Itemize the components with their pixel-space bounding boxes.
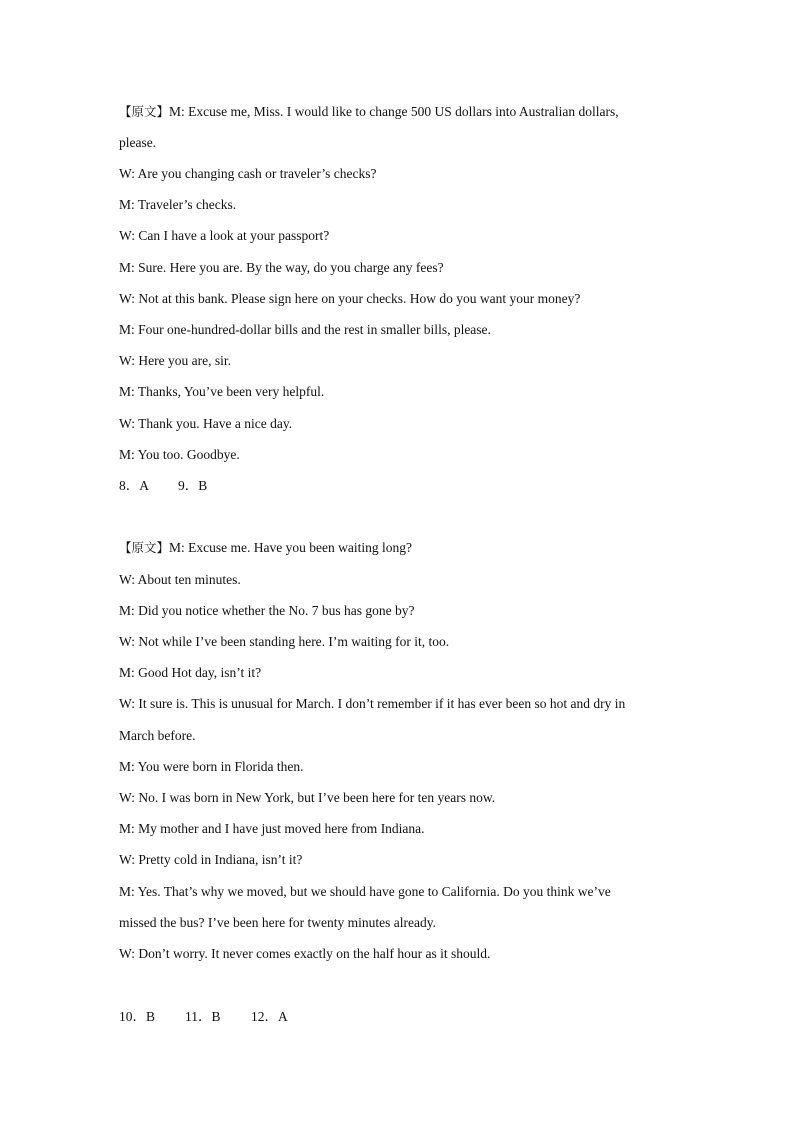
transcript-line: M: Did you notice whether the No. 7 bus has gone by? — [119, 603, 415, 618]
transcript-line: M: Thanks, You’ve been very helpful. — [119, 384, 325, 399]
transcript-line: W: Thank you. Have a nice day. — [119, 416, 293, 431]
transcript-tag: 【原文】 — [119, 104, 170, 119]
transcript-line: please. — [119, 135, 157, 150]
transcript-line — [119, 104, 619, 120]
transcript-line: W: No. I was born in New York, but I’ve been here for ten years now. — [119, 790, 496, 805]
answer-8: 8．A — [119, 478, 149, 493]
answer-9: 9．B — [178, 478, 208, 493]
answer-10: 10．B — [119, 1009, 156, 1024]
transcript-line: W: Here you are, sir. — [119, 353, 231, 368]
transcript-first-line: M: Excuse me, Miss. I would like to change 500 US dollars into Australian dollars, — [169, 104, 619, 119]
transcript-line: W: Not at this bank. Please sign here on your checks. How do you want your money? — [119, 291, 581, 306]
transcript-line: M: Sure. Here you are. By the way, do you charge any fees? — [119, 260, 444, 275]
transcript-first-line: M: Excuse me. Have you been waiting long? — [169, 540, 412, 555]
transcript-line: M: Traveler’s checks. — [119, 197, 237, 212]
answer-11: 11．B — [185, 1009, 221, 1024]
transcript-line: M: You too. Goodbye. — [119, 447, 240, 462]
transcript-line: W: Can I have a look at your passport? — [119, 228, 330, 243]
transcript-line: W: Are you changing cash or traveler’s checks? — [119, 166, 377, 181]
transcript-line: M: Good Hot day, isn’t it? — [119, 665, 262, 680]
transcript-tag: 【原文】 — [119, 540, 170, 555]
transcript-line: W: Pretty cold in Indiana, isn’t it? — [119, 852, 303, 867]
transcript-line: missed the bus? I’ve been here for twenty minutes already. — [119, 915, 437, 930]
transcript-line: W: Don’t worry. It never comes exactly on the half hour as it should. — [119, 946, 491, 961]
transcript-line: M: Four one-hundred-dollar bills and the rest in smaller bills, please. — [119, 322, 491, 337]
answer-12: 12．A — [251, 1009, 288, 1024]
transcript-line: W: Not while I’ve been standing here. I’m waiting for it, too. — [119, 634, 450, 649]
transcript-line: W: About ten minutes. — [119, 572, 241, 587]
transcript-line: W: It sure is. This is unusual for March. I don’t remember if it has ever been so hot and dry in — [119, 696, 626, 711]
transcript-line: M: Yes. That’s why we moved, but we should have gone to California. Do you think we’ve — [119, 884, 611, 899]
transcript-line — [119, 540, 412, 556]
transcript-line: M: You were born in Florida then. — [119, 759, 304, 774]
transcript-line: M: My mother and I have just moved here from Indiana. — [119, 821, 425, 836]
transcript-line: March before. — [119, 728, 196, 743]
